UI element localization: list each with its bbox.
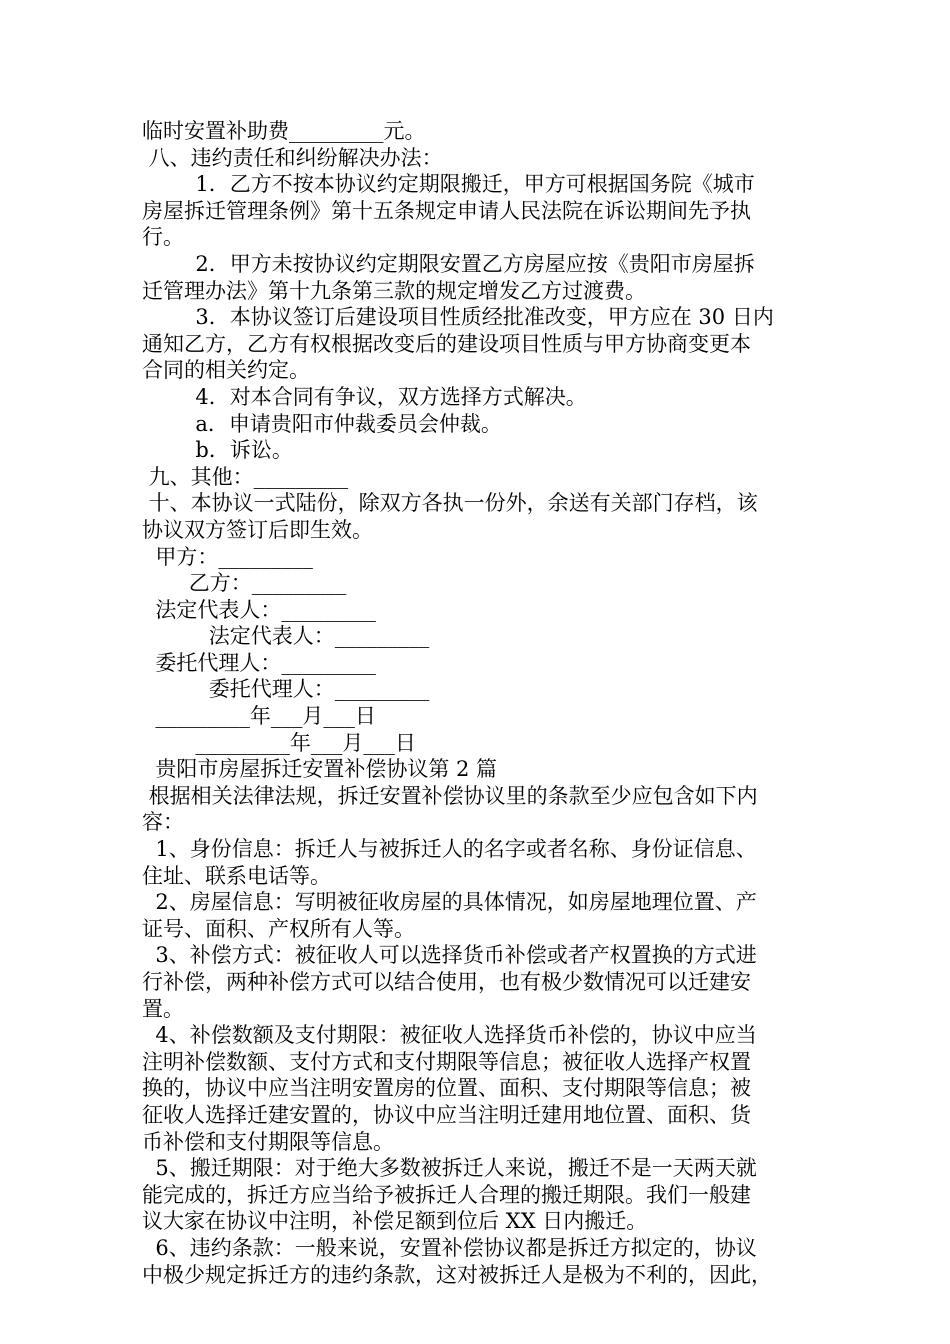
text-line: 迁管理办法》第十九条第三款的规定增发乙方过渡费。 xyxy=(142,278,646,303)
text-line: 4．对本合同有争议，双方选择方式解决。 xyxy=(142,384,587,409)
text-line: 甲方：_________ xyxy=(142,544,313,569)
text-line: 2、房屋信息：写明被征收房屋的具体情况，如房屋地理位置、产 xyxy=(142,890,757,915)
text-line: 临时安置补助费_________元。 xyxy=(142,119,426,143)
text-line: 行补偿，两种补偿方式可以结合使用，也有极少数情况可以迁建安 xyxy=(142,970,751,994)
text-line: 根据相关法律法规，拆迁安置补偿协议里的条款至少应包含如下内 xyxy=(142,783,758,808)
text-line: 十、本协议一式陆份，除双方各执一份外，余送有关部门存档，该 xyxy=(142,491,758,516)
text-line: 征收人选择迁建安置的，协议中应当注明迁建用地位置、面积、货 xyxy=(142,1102,751,1127)
text-line: 通知乙方，乙方有权根据改变后的建设项目性质与甲方协商变更本 xyxy=(142,331,751,356)
text-line: 容： xyxy=(142,810,184,835)
text-line: _________年___月___日 xyxy=(142,704,376,729)
text-line: 3．本协议签订后建设项目性质经批准改变，甲方应在 30 日内 xyxy=(142,305,774,330)
text-line: 八、违约责任和纠纷解决办法： xyxy=(142,145,443,170)
text-line: 合同的相关约定。 xyxy=(142,358,310,383)
text-line: 能完成的，拆迁方应当给予被拆迁人合理的搬迁期限。我们一般建 xyxy=(142,1182,751,1207)
text-line: 房屋拆迁管理条例》第十五条规定申请人民法院在诉讼期间先予执 xyxy=(142,198,751,223)
text-line: 1．乙方不按本协议约定期限搬迁，甲方可根据国务院《城市 xyxy=(142,172,755,197)
text-line: 中极少规定拆迁方的违约条款，这对被拆迁人是极为不利的，因此， xyxy=(142,1262,772,1287)
text-line: 法定代表人：_________ xyxy=(142,624,430,649)
text-line: 2．甲方未按协议约定期限安置乙方房屋应按《贵阳市房屋拆 xyxy=(142,251,755,276)
text-line: 九、其他：_________ xyxy=(142,464,349,489)
text-line: 置。 xyxy=(142,996,184,1021)
text-line: b．诉讼。 xyxy=(142,438,293,463)
text-line: 贵阳市房屋拆迁安置补偿协议第 2 篇 xyxy=(142,757,498,782)
text-line: 行。 xyxy=(142,225,184,250)
text-line: 委托代理人：_________ xyxy=(142,650,376,675)
text-line: a．申请贵阳市仲裁委员会仲裁。 xyxy=(142,411,502,436)
text-line: 4、补偿数额及支付期限：被征收人选择货币补偿的，协议中应当 xyxy=(142,1023,757,1048)
text-line: _________年___月___日 xyxy=(142,730,416,755)
text-line: 注明补偿数额、支付方式和支付期限等信息；被征收人选择产权置 xyxy=(142,1049,751,1074)
text-line: 协议双方签订后即生效。 xyxy=(142,517,373,542)
text-line: 换的，协议中应当注明安置房的位置、面积、支付期限等信息；被 xyxy=(142,1076,751,1101)
text-line: 证号、面积、产权所有人等。 xyxy=(142,916,415,941)
text-line: 1、身份信息：拆迁人与被拆迁人的名字或者名称、身份证信息、 xyxy=(142,837,757,862)
text-line: 3、补偿方式：被征收人可以选择货币补偿或者产权置换的方式进 xyxy=(142,943,757,968)
text-line: 法定代表人：_________ xyxy=(142,597,376,622)
document-body xyxy=(142,118,822,1288)
text-line: 委托代理人：_________ xyxy=(142,677,430,702)
text-line: 6、违约条款：一般来说，安置补偿协议都是拆迁方拟定的，协议 xyxy=(142,1235,757,1260)
text-line: 币补偿和支付期限等信息。 xyxy=(142,1129,394,1154)
text-line: 5、搬迁期限：对于绝大多数被拆迁人来说，搬迁不是一天两天就 xyxy=(142,1156,757,1181)
text-line: 乙方：_________ xyxy=(142,571,347,596)
text-line: 住址、联系电话等。 xyxy=(142,863,331,888)
text-line: 议大家在协议中注明，补偿足额到位后 XX 日内搬迁。 xyxy=(142,1209,648,1234)
